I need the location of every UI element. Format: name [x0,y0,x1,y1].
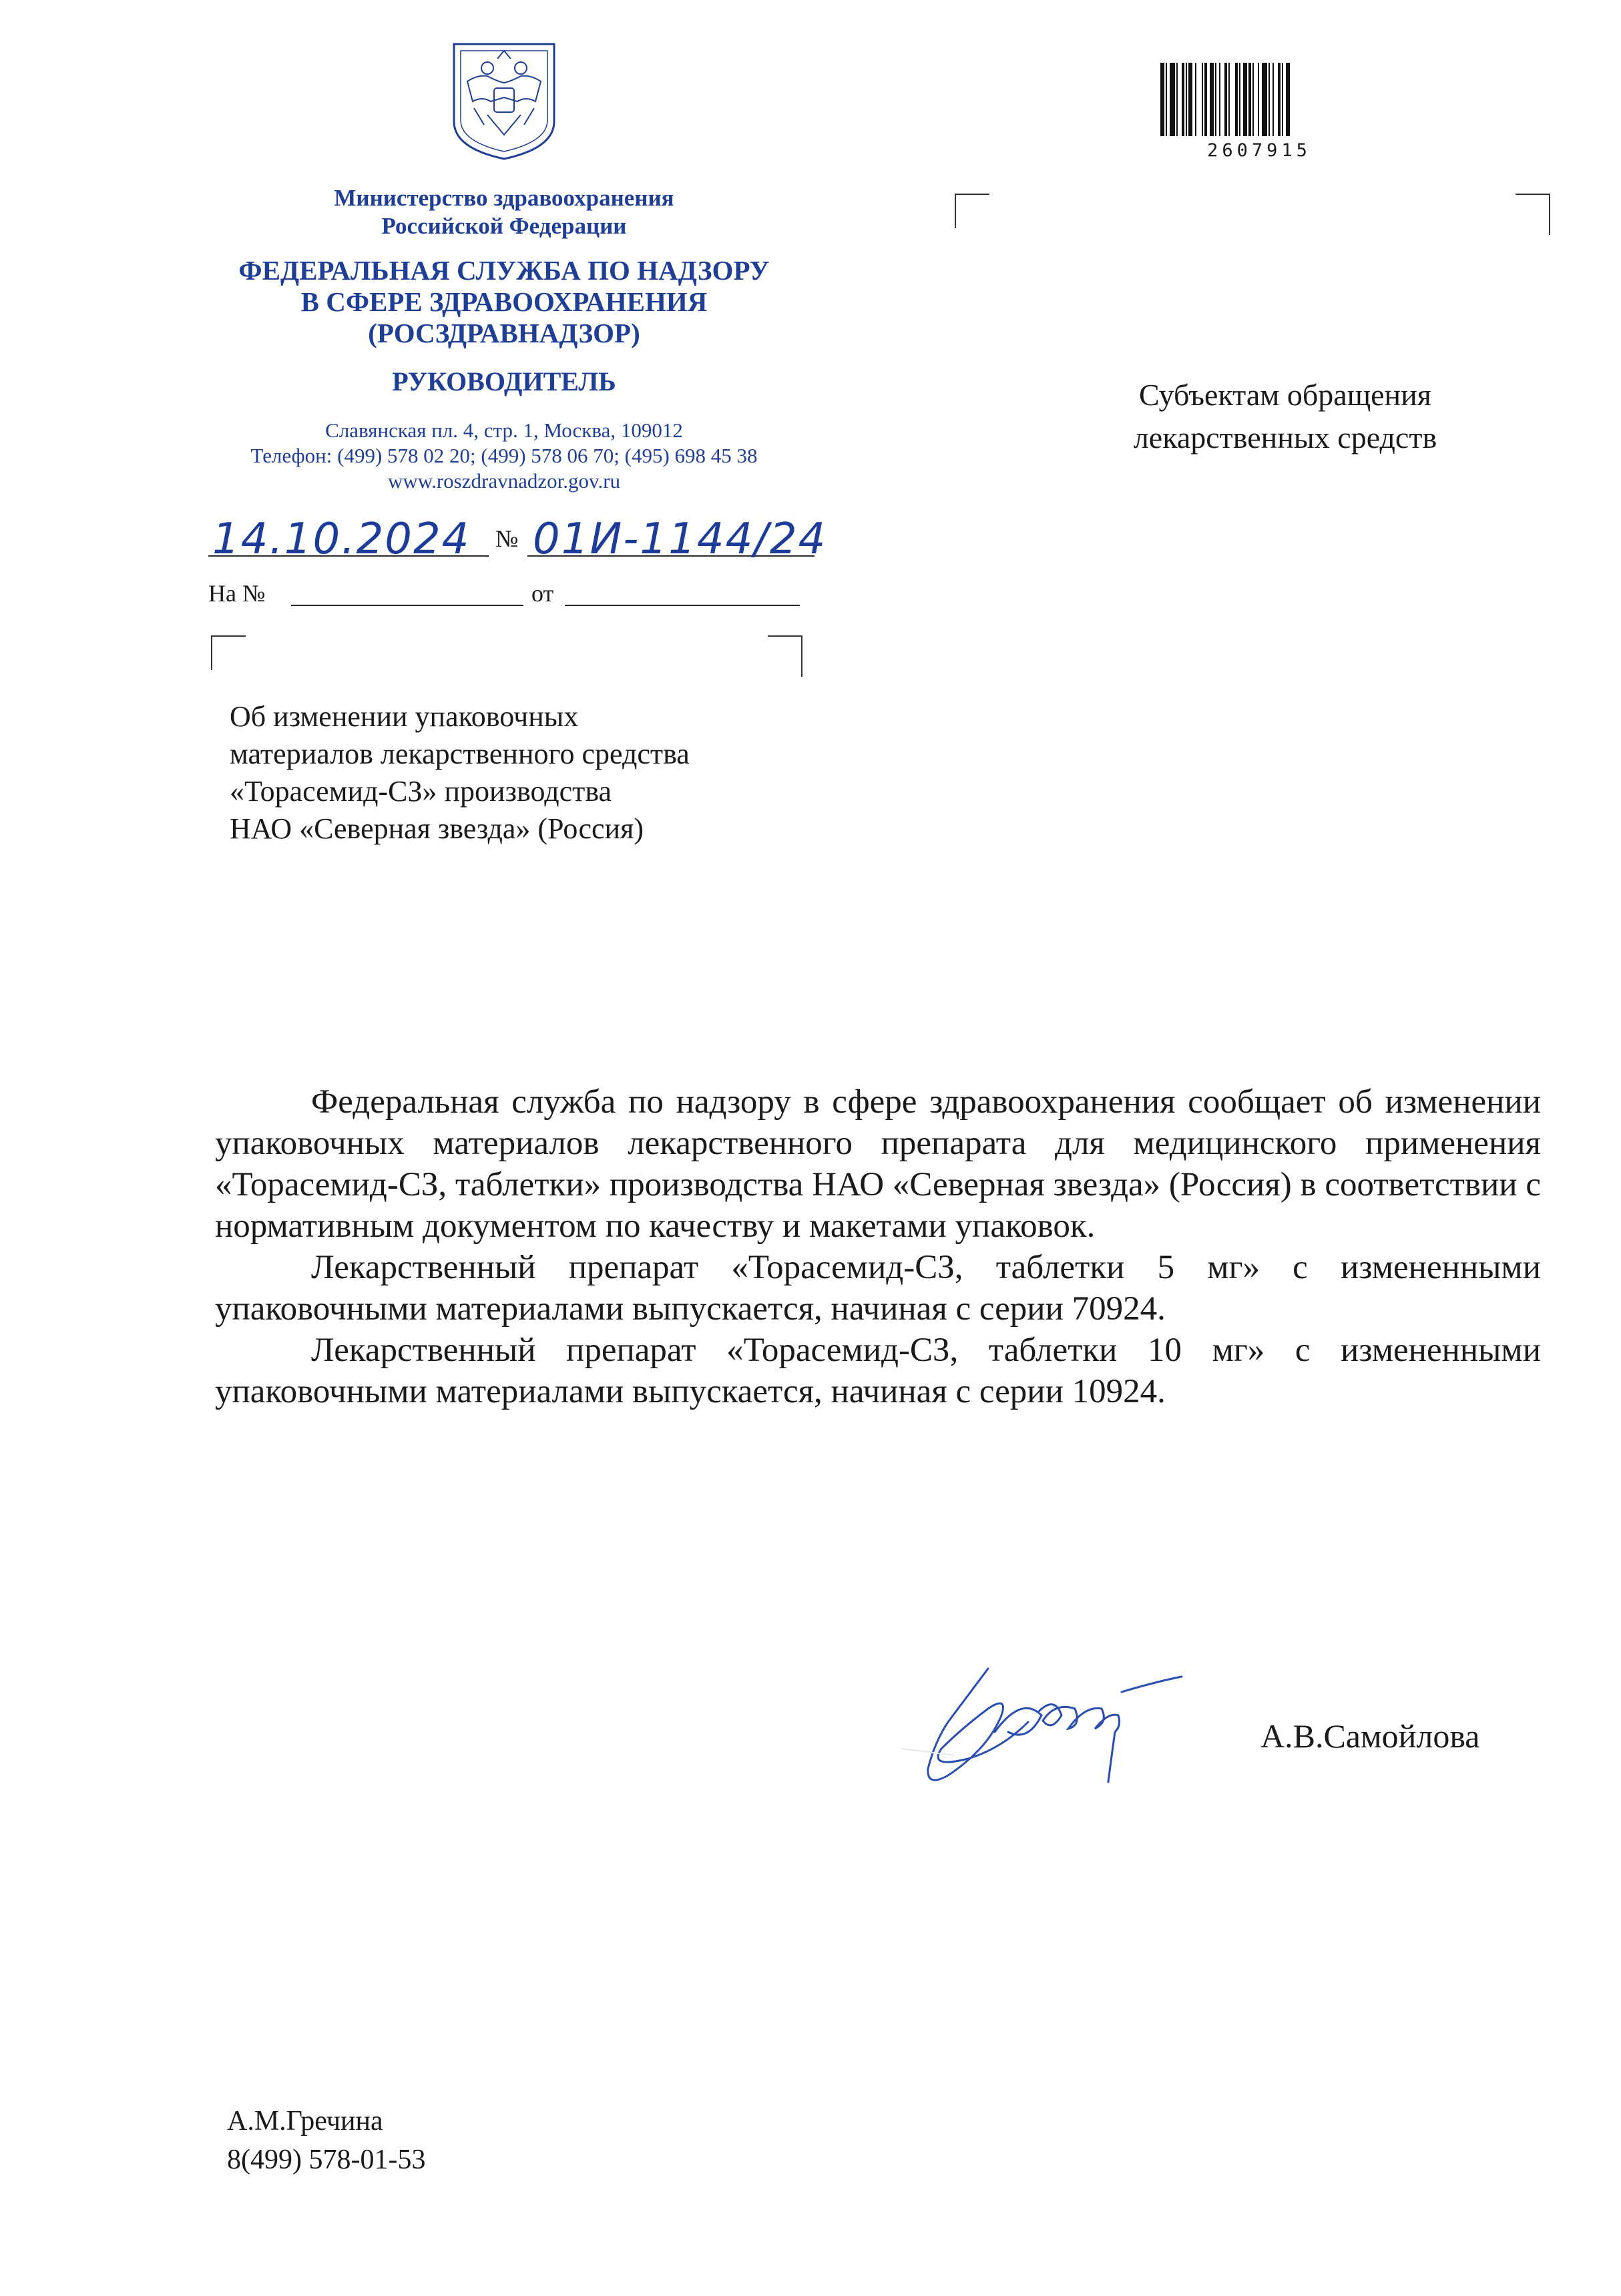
corner-mark [955,194,989,228]
letter-body [215,1081,1541,1412]
barcode-bar [1248,63,1251,136]
registration-date: 14.10.2024 [212,515,471,564]
barcode-bar [1219,63,1220,136]
service-name [200,255,808,349]
barcode-bar [1272,63,1274,136]
reference-number-line [291,605,523,606]
body-paragraph: Лекарственный препарат «Торасемид-СЗ, таблетки 5 мг» с измененными упаковочными материалами выпускается, начиная с серии 70924. [215,1249,1541,1328]
addressee-line: лекарственных средств [1133,420,1437,455]
barcode-bar [1210,63,1214,136]
barcode-bar [1243,63,1247,136]
barcode-bar [1176,63,1178,136]
service-line: (РОСЗДРАВНАДЗОР) [368,318,640,348]
barcode-bar [1204,63,1207,136]
coat-of-arms-icon [447,41,561,162]
barcode-bar [1239,63,1240,136]
subject-line: материалов лекарственного средства [230,738,690,770]
subject-line: Об изменении упаковочных [230,700,579,733]
barcode-bar [1166,63,1167,136]
barcode-bar [1224,63,1227,136]
addressee-line: Субъектам обращения [1139,378,1431,412]
website-line: www.roszdravnadzor.gov.ru [387,469,621,493]
barcode-bar [1235,63,1238,136]
address-line: Славянская пл. 4, стр. 1, Москва, 109012 [325,418,683,442]
corner-mark [211,635,246,670]
barcode-bar [1278,63,1281,136]
addressee [1041,374,1529,459]
body-paragraph: Лекарственный препарат «Торасемид-СЗ, таблетки 10 мг» с измененными упаковочными материалами выпускается, начиная с серии 10924. [215,1332,1541,1410]
registration-date-field [208,513,489,564]
barcode-bar [1202,63,1203,136]
barcode-bar [1195,63,1196,136]
body-paragraph: Федеральная служба по надзору в сфере здравоохранения сообщает об изменении упаковочных материалов лекарственного препарата для медицинского применения «Торасемид-СЗ, таблетки» производства НАО «Северная звезда» (Россия) в соответствии с нормативным документом по качеству и макетами упаковок. [215,1083,1541,1245]
barcode-bar [1160,63,1164,136]
head-title: РУКОВОДИТЕЛЬ [392,366,616,396]
barcode-bar [1282,63,1283,136]
barcode-bar [1268,63,1270,136]
barcode-bar [1286,63,1290,136]
signer-name: А.В.Самойлова [1260,1717,1480,1755]
barcode-bar [1170,63,1175,136]
signature-icon [888,1615,1262,1815]
number-sign: № [495,525,519,552]
barcode [1159,63,1359,136]
contact-block [200,418,808,494]
registration-number: 01И-1144/24 [533,515,827,564]
barcode-bar [1252,63,1254,136]
barcode-bar [1186,63,1187,136]
service-line: ФЕДЕРАЛЬНАЯ СЛУЖБА ПО НАДЗОРУ [238,255,770,286]
barcode-bar [1258,63,1259,136]
subject-line: «Торасемид-СЗ» производства [230,775,612,808]
barcode-bar [1188,63,1192,136]
reference-label: На № [208,580,266,607]
service-line: В СФЕРЕ ЗДРАВООХРАНЕНИЯ [300,286,708,317]
corner-mark [1516,194,1550,235]
reference-from-label: от [531,580,554,607]
barcode-number: 2607915 [1207,140,1311,161]
registration-number-field [527,513,827,564]
barcode-bar [1215,63,1216,136]
ministry-line: Российской Федерации [381,213,627,239]
executor-name: А.М.Гречина [227,2106,383,2136]
ministry-line: Министерство здравоохранения [334,185,674,211]
barcode-bar [1228,63,1230,136]
reference-date-line [565,605,800,606]
executor-phone: 8(499) 578-01-53 [227,2144,426,2175]
ministry-name [200,184,808,240]
barcode-bar [1262,63,1267,136]
subject-line: НАО «Северная звезда» (Россия) [230,812,644,845]
letter-subject [230,698,831,848]
corner-mark [768,635,802,677]
barcode-bar [1182,63,1184,136]
phone-line: Телефон: (499) 578 02 20; (499) 578 06 70; (495) 698 45 38 [250,444,758,467]
